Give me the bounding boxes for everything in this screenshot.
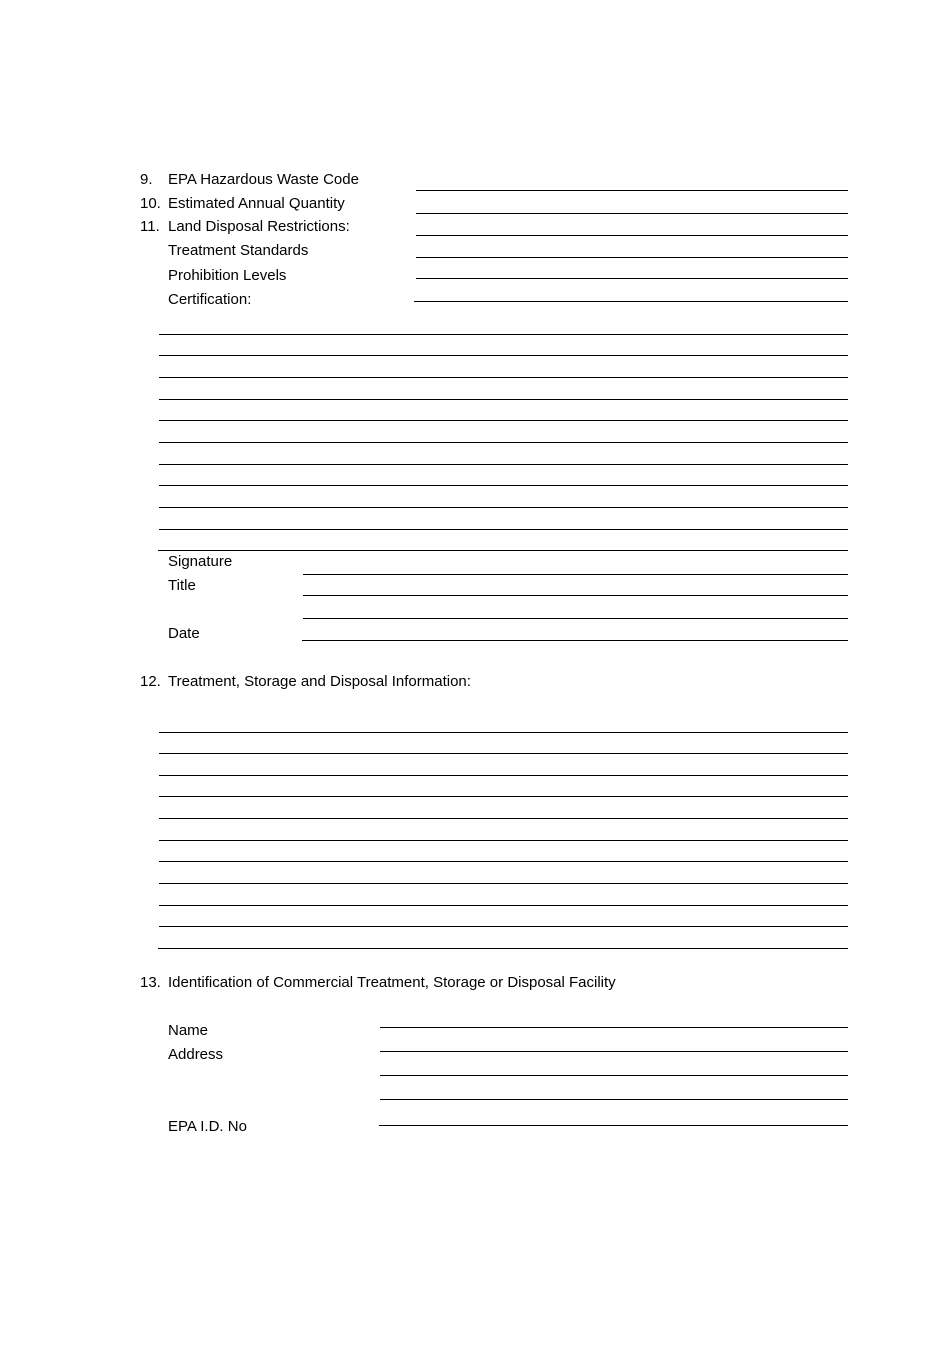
section-11-number: 11. [140,218,160,235]
epa-id-field[interactable] [379,1125,848,1126]
certification-line[interactable] [159,420,848,421]
treatment-standards-label: Treatment Standards [168,242,309,259]
facility-name-label: Name [168,1022,209,1039]
facility-address-field-line-3[interactable] [380,1099,848,1100]
tsd-information-line[interactable] [159,883,848,884]
date-label: Date [168,625,200,642]
tsd-information-line[interactable] [159,775,848,776]
certification-line[interactable] [159,464,848,465]
facility-address-field[interactable] [380,1051,848,1052]
title-field[interactable] [303,595,848,596]
title-label: Title [168,577,196,594]
tsd-information-line[interactable] [159,905,848,906]
section-10-label: Estimated Annual Quantity [168,195,345,212]
section-9-label: EPA Hazardous Waste Code [168,171,359,188]
signature-field[interactable] [303,574,848,575]
tsd-information-line[interactable] [159,753,848,754]
tsd-information-line[interactable] [159,818,848,819]
certification-field[interactable] [414,301,848,302]
tsd-information-line[interactable] [159,840,848,841]
section-10-number: 10. [140,195,161,212]
epa-id-label: EPA I.D. No [168,1118,247,1135]
prohibition-levels-field[interactable] [416,278,848,279]
tsd-information-line[interactable] [159,861,848,862]
certification-line[interactable] [159,377,848,378]
tsd-information-line[interactable] [159,926,848,927]
date-field[interactable] [302,640,848,641]
facility-address-label: Address [168,1046,224,1063]
certification-line[interactable] [158,550,848,551]
prohibition-levels-label: Prohibition Levels [168,267,287,284]
tsd-information-line[interactable] [158,948,848,949]
land-disposal-field[interactable] [416,235,848,236]
certification-line[interactable] [159,334,848,335]
tsd-information-line[interactable] [159,732,848,733]
signature-label: Signature [168,553,233,570]
section-12-label: Treatment, Storage and Disposal Information: [168,673,471,690]
section-9-number: 9. [140,171,153,188]
certification-line[interactable] [159,529,848,530]
section-11-label: Land Disposal Restrictions: [168,218,350,235]
facility-address-field-line-2[interactable] [380,1075,848,1076]
title-field-continued[interactable] [303,618,848,619]
section-13-number: 13. [140,974,161,991]
section-13-label: Identification of Commercial Treatment, Storage or Disposal Facility [168,974,616,991]
epa-waste-code-field[interactable] [416,190,848,191]
certification-label: Certification: [168,291,252,308]
certification-line[interactable] [159,507,848,508]
certification-line[interactable] [159,485,848,486]
section-12-number: 12. [140,673,161,690]
certification-line[interactable] [159,399,848,400]
certification-line[interactable] [159,442,848,443]
tsd-information-line[interactable] [159,796,848,797]
certification-line[interactable] [159,355,848,356]
treatment-standards-field[interactable] [416,257,848,258]
facility-name-field[interactable] [380,1027,848,1028]
annual-quantity-field[interactable] [416,213,848,214]
